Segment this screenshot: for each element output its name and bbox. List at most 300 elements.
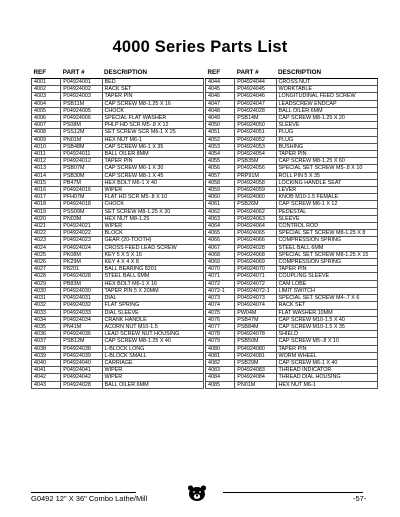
ref-cell: 4010: [32, 143, 61, 150]
table-row: [32, 323, 204, 330]
ref-cell: 4003: [32, 93, 61, 100]
table-row: [206, 381, 378, 388]
table-row: [32, 345, 204, 352]
ref-cell: 4054: [206, 151, 235, 158]
part-number-cell: P04924068: [235, 251, 276, 258]
ref-cell: 4051: [206, 129, 235, 136]
description-cell: LEADSCREW ENDCAP: [276, 100, 378, 107]
part-number-cell: P04924051: [235, 129, 276, 136]
ref-cell: 4009: [32, 136, 61, 143]
description-cell: SET SCREW M8-1.25 X 20: [102, 208, 204, 215]
description-cell: SPECIAL SET SCREW M8-1.25 X 8: [276, 230, 378, 237]
table-row: [32, 201, 204, 208]
part-number-cell: P04924045: [235, 86, 276, 93]
ref-cell: 4043: [32, 381, 61, 388]
part-number-cell: P04924081: [235, 352, 276, 359]
ref-cell: 4072: [206, 280, 235, 287]
part-number-cell: P04924056: [235, 165, 276, 172]
part-number-cell: PSB48M: [61, 143, 102, 150]
ref-cell: 4077: [206, 323, 235, 330]
table-row: [32, 367, 204, 374]
part-number-cell: PW04M: [235, 309, 276, 316]
part-number-cell: P04924028: [61, 273, 102, 280]
description-cell: WIPER: [102, 367, 204, 374]
description-cell: TAPER PIN: [276, 266, 378, 273]
description-cell: COUPLING SLEEVE: [276, 273, 378, 280]
description-column-header: DESCRIPTION: [276, 68, 378, 79]
part-number-cell: P04924031: [61, 295, 102, 302]
part-number-cell: P04924047: [235, 100, 276, 107]
ref-cell: 4084: [206, 374, 235, 381]
table-row: [206, 100, 378, 107]
description-cell: TAPER PIN: [276, 345, 378, 352]
bear-logo-icon: [186, 484, 208, 502]
table-row: [206, 215, 378, 222]
table-row: [206, 359, 378, 366]
part-number-cell: P04924028: [235, 244, 276, 251]
description-cell: ROLL PIN 5 X 35: [276, 172, 378, 179]
ref-cell: 4042: [32, 374, 61, 381]
table-row: [32, 352, 204, 359]
part-number-cell: PK29M: [61, 259, 102, 266]
table-row: [206, 79, 378, 86]
part-number-cell: P04924021: [61, 223, 102, 230]
description-cell: CONTROL ROD: [276, 223, 378, 230]
table-row: [206, 194, 378, 201]
table-row: [206, 352, 378, 359]
description-cell: SPECIAL SET SCREW M4-.7 X 6: [276, 295, 378, 302]
table-row: [32, 215, 204, 222]
part-number-cell: P04924053: [235, 143, 276, 150]
ref-cell: 4080: [206, 345, 235, 352]
table-row: [206, 287, 378, 294]
table-row: [206, 208, 378, 215]
part-number-cell: PSB47M: [235, 316, 276, 323]
description-cell: COMPRESSION SPRING: [276, 259, 378, 266]
table-row: [32, 136, 204, 143]
table-row: [32, 374, 204, 381]
table-row: [206, 151, 378, 158]
ref-cell: 4058: [206, 179, 235, 186]
description-cell: CAP SCREW M6-1 X 35: [102, 143, 204, 150]
table-row: [32, 280, 204, 287]
part-number-cell: P04924040: [61, 359, 102, 366]
table-row: [32, 331, 204, 338]
part-number-cell: PFH07M: [61, 194, 102, 201]
description-cell: LONGITUDINAL FEED SCREW: [276, 93, 378, 100]
description-cell: TAPER PIN: [276, 151, 378, 158]
part-number-cell: P04924062: [235, 208, 276, 215]
ref-cell: 4067: [206, 244, 235, 251]
description-cell: BLOCK: [102, 230, 204, 237]
part-number-cell: PN01M: [235, 381, 276, 388]
table-body: [206, 79, 378, 389]
table-row: [206, 280, 378, 287]
table-row: [32, 273, 204, 280]
table-row: [32, 158, 204, 165]
description-cell: SPECIAL SET SCREW M8-1.25 X 15: [276, 251, 378, 258]
description-cell: CAP SCREW M10-1.5 X 35: [276, 323, 378, 330]
description-cell: GEAR (20-TOOTH): [102, 237, 204, 244]
part-number-cell: P04924059: [235, 187, 276, 194]
table-row: [32, 100, 204, 107]
description-cell: THREAD DIAL HOUSING: [276, 374, 378, 381]
table-row: [32, 381, 204, 388]
table-body: [32, 79, 204, 389]
table-row: [32, 302, 204, 309]
part-number-cell: P04924001: [61, 79, 102, 86]
table-row: [32, 237, 204, 244]
part-number-cell: P04924052: [235, 136, 276, 143]
table-row: [206, 345, 378, 352]
footer-divider-right: [223, 492, 363, 493]
table-row: [32, 179, 204, 186]
ref-cell: 4020: [32, 215, 61, 222]
table-row: [206, 122, 378, 129]
description-cell: HEX BOLT M6-1 X 40: [102, 179, 204, 186]
part-number-cell: PSB50M: [235, 338, 276, 345]
description-cell: FLAT WASHER 10MM: [276, 309, 378, 316]
part-number-cell: PSB26M: [235, 201, 276, 208]
part-number-cell: PK08M: [61, 251, 102, 258]
ref-cell: 4026: [32, 259, 61, 266]
description-cell: CARRIAGE: [102, 359, 204, 366]
ref-cell: 4074: [206, 302, 235, 309]
ref-cell: 4049: [206, 115, 235, 122]
part-number-cell: PSB07M: [61, 165, 102, 172]
part-number-cell: P04924038: [61, 345, 102, 352]
table-row: [206, 93, 378, 100]
table-row: [206, 273, 378, 280]
table-row: [32, 208, 204, 215]
part-number-cell: P04924022: [61, 230, 102, 237]
ref-cell: 4056: [206, 165, 235, 172]
table-row: [32, 194, 204, 201]
description-cell: CAP SCREW M8-1.25 X 16: [102, 100, 204, 107]
part-number-cell: P04924072: [235, 280, 276, 287]
part-number-cell: P04924036: [61, 331, 102, 338]
table-row: [206, 143, 378, 150]
part-number-cell: P04924024: [61, 244, 102, 251]
page-title: 4000 Series Parts List: [112, 38, 288, 56]
ref-cell: 4063: [206, 215, 235, 222]
part-number-cell: PRP91M: [235, 172, 276, 179]
part-number-cell: PSB29M: [235, 359, 276, 366]
ref-cell: 4041: [32, 367, 61, 374]
ref-cell: 4071: [206, 273, 235, 280]
part-number-cell: P04924028: [235, 107, 276, 114]
ref-cell: 4061: [206, 201, 235, 208]
description-cell: FLAT SPRING: [102, 302, 204, 309]
description-cell: KEY 4 X 4 X 8: [102, 259, 204, 266]
part-number-cell: PSB30M: [61, 172, 102, 179]
description-cell: SLEEVE: [276, 122, 378, 129]
part-number-cell: PB47M: [61, 179, 102, 186]
description-cell: DIAL: [102, 295, 204, 302]
ref-cell: 4032: [32, 302, 61, 309]
table-row: [206, 107, 378, 114]
description-cell: CAM LOBE: [276, 280, 378, 287]
ref-cell: 4036: [32, 331, 61, 338]
description-cell: HEX NUT M6-1: [102, 136, 204, 143]
part-number-cell: P04924069: [235, 259, 276, 266]
table-row: [32, 122, 204, 129]
part-number-cell: P04924060: [235, 194, 276, 201]
part-number-cell: P04924054: [235, 151, 276, 158]
table-row: [32, 107, 204, 114]
part-number-cell: P04924002: [61, 86, 102, 93]
part-number-cell: P04924058: [235, 179, 276, 186]
part-number-cell: P04924063: [235, 215, 276, 222]
table-row: [206, 309, 378, 316]
ref-cell: 4072-1: [206, 287, 235, 294]
table-row: [32, 338, 204, 345]
part-number-cell: PB83M: [61, 280, 102, 287]
part-number-cell: P04924018: [61, 201, 102, 208]
ref-cell: 4048: [206, 107, 235, 114]
ref-cell: 4047: [206, 100, 235, 107]
part-number-cell: P04924016: [61, 187, 102, 194]
ref-cell: 4053: [206, 143, 235, 150]
part-number-cell: P04924005: [61, 107, 102, 114]
ref-cell: 4076: [206, 316, 235, 323]
part-number-cell: PS08M: [61, 122, 102, 129]
description-cell: BALL OILER 8MM: [102, 151, 204, 158]
description-cell: PHLP HD SCR M5-.8 X 12: [102, 122, 204, 129]
ref-cell: 4079: [206, 338, 235, 345]
table-row: [206, 230, 378, 237]
ref-cell: 4016: [32, 187, 61, 194]
ref-cell: 4062: [206, 208, 235, 215]
description-cell: HEX NUT M8-1.25: [102, 215, 204, 222]
ref-cell: 4038: [32, 345, 61, 352]
part-number-cell: P8201: [61, 266, 102, 273]
ref-cell: 4068: [206, 251, 235, 258]
description-cell: HEX BOLT M6-1 X 16: [102, 280, 204, 287]
part-number-cell: P04924044: [235, 79, 276, 86]
ref-cell: 4004: [32, 100, 61, 107]
ref-cell: 4011: [32, 151, 61, 158]
table-row: [206, 302, 378, 309]
table-row: [32, 295, 204, 302]
part-number-cell: P04924046: [235, 93, 276, 100]
table-row: [32, 244, 204, 251]
table-row: [32, 165, 204, 172]
ref-cell: 4007: [32, 122, 61, 129]
description-cell: DIAL SLEEVE: [102, 309, 204, 316]
table-row: [206, 259, 378, 266]
ref-cell: 4034: [32, 316, 61, 323]
table-header-row: [206, 68, 378, 79]
ref-column-header: REF: [206, 68, 235, 79]
description-cell: CRANK HANDLE: [102, 316, 204, 323]
part-number-cell: P04924030: [61, 287, 102, 294]
table-row: [206, 251, 378, 258]
ref-cell: 4085: [206, 381, 235, 388]
table-row: [32, 266, 204, 273]
ref-cell: 4039: [32, 352, 61, 359]
table-row: [206, 165, 378, 172]
description-cell: SLEEVE: [276, 215, 378, 222]
description-cell: WIPER: [102, 187, 204, 194]
table-row: [32, 359, 204, 366]
table-row: [206, 244, 378, 251]
ref-cell: 4078: [206, 331, 235, 338]
description-cell: WIPER: [102, 223, 204, 230]
description-cell: BUSHING: [276, 143, 378, 150]
description-cell: LIMIT SWITCH: [276, 287, 378, 294]
description-cell: LEAD SCREW NUT HOUSING: [102, 331, 204, 338]
ref-cell: 4069: [206, 259, 235, 266]
parts-table-left: [31, 68, 204, 389]
description-cell: TAPER PIN 5 X 20MM: [102, 287, 204, 294]
part-number-cell: P04924032: [61, 302, 102, 309]
ref-cell: 4015: [32, 179, 61, 186]
ref-cell: 4064: [206, 223, 235, 230]
description-cell: LOCKING HANDLE SEAT: [276, 179, 378, 186]
description-cell: COMPRESSION SPRING: [276, 237, 378, 244]
part-number-cell: P04924083: [235, 367, 276, 374]
part-number-cell: P04924073: [235, 295, 276, 302]
part-number-cell: P04924080: [235, 345, 276, 352]
description-cell: STEEL BALL 6MM: [102, 273, 204, 280]
description-cell: CAP SCREW M8-1.25 X 20: [276, 115, 378, 122]
description-cell: CAP SCREW M8-1.25 X 60: [276, 158, 378, 165]
ref-cell: 4059: [206, 187, 235, 194]
part-number-cell: P04924039: [61, 352, 102, 359]
description-cell: BED: [102, 79, 204, 86]
table-row: [206, 367, 378, 374]
table-row: [32, 115, 204, 122]
description-cell: L-BLOCK SMALL: [102, 352, 204, 359]
description-cell: WORM WHEEL: [276, 352, 378, 359]
table-row: [32, 251, 204, 258]
ref-cell: 4081: [206, 352, 235, 359]
table-row: [206, 86, 378, 93]
table-row: [32, 223, 204, 230]
table-row: [32, 93, 204, 100]
table-row: [206, 136, 378, 143]
ref-cell: 4005: [32, 107, 61, 114]
ref-cell: 4022: [32, 230, 61, 237]
description-cell: TAPER PIN: [102, 93, 204, 100]
part-number-cell: P04924042: [61, 374, 102, 381]
description-cell: CAP SCREW M6-1 X 40: [276, 359, 378, 366]
part-number-cell: PSB14M: [235, 115, 276, 122]
description-cell: FLAT HD SCR M5-.8 X 10: [102, 194, 204, 201]
part-number-cell: P04924003: [61, 93, 102, 100]
parts-table: [31, 68, 204, 389]
description-cell: PLUG: [276, 129, 378, 136]
ref-cell: 4029: [32, 280, 61, 287]
description-cell: KEY 5 X 5 X 16: [102, 251, 204, 258]
part-number-cell: PSS09M: [61, 208, 102, 215]
part-number-cell: P04924072-1: [235, 287, 276, 294]
part-number-cell: P04924012: [61, 158, 102, 165]
description-cell: BALL OILER 6MM: [102, 381, 204, 388]
part-number-cell: P04924070: [235, 266, 276, 273]
table-row: [206, 115, 378, 122]
description-cell: CAP SCREW M6-1 X 12: [276, 201, 378, 208]
part-number-cell: P04924065: [235, 230, 276, 237]
table-row: [206, 201, 378, 208]
table-row: [32, 259, 204, 266]
table-row: [32, 129, 204, 136]
description-cell: HEX NUT M6-1: [276, 381, 378, 388]
description-cell: CAP SCREW M5-.8 X 10: [276, 338, 378, 345]
table-row: [32, 86, 204, 93]
description-cell: RACK SET: [102, 86, 204, 93]
ref-cell: 4073: [206, 295, 235, 302]
part-number-cell: P04924033: [61, 309, 102, 316]
part-number-cell: P04924050: [235, 122, 276, 129]
table-row: [32, 143, 204, 150]
ref-cell: 4052: [206, 136, 235, 143]
ref-cell: 4018: [32, 201, 61, 208]
ref-cell: 4045: [206, 86, 235, 93]
ref-cell: 4030: [32, 287, 61, 294]
ref-cell: 4060: [206, 194, 235, 201]
table-row: [206, 187, 378, 194]
part-number-cell: PN41M: [61, 323, 102, 330]
table-row: [206, 295, 378, 302]
description-cell: CAP SCREW M8-1.25 X 40: [102, 338, 204, 345]
ref-cell: 4023: [32, 237, 61, 244]
ref-cell: 4040: [32, 359, 61, 366]
ref-cell: 4050: [206, 122, 235, 129]
ref-cell: 4006: [32, 115, 61, 122]
ref-cell: 4024: [32, 244, 61, 251]
description-cell: PLUG: [276, 136, 378, 143]
part-column-header: PART #: [235, 68, 276, 79]
description-cell: CHOCK: [102, 107, 204, 114]
parts-table: [205, 68, 378, 389]
ref-cell: 4065: [206, 230, 235, 237]
table-row: [206, 172, 378, 179]
description-cell: THREAD INDICATOR: [276, 367, 378, 374]
table-header-row: [32, 68, 204, 79]
parts-table-right: [205, 68, 378, 389]
ref-cell: 4028: [32, 273, 61, 280]
table-row: [32, 79, 204, 86]
part-number-cell: P04924066: [235, 237, 276, 244]
ref-cell: 4001: [32, 79, 61, 86]
description-cell: CAP SCREW M6-1 X 30: [102, 165, 204, 172]
table-row: [206, 331, 378, 338]
description-cell: L-BLOCK LONG: [102, 345, 204, 352]
table-row: [206, 338, 378, 345]
table-row: [206, 323, 378, 330]
ref-cell: 4019: [32, 208, 61, 215]
description-cell: PEDESTAL: [276, 208, 378, 215]
ref-cell: 4013: [32, 165, 61, 172]
part-number-cell: P04924011: [61, 151, 102, 158]
table-row: [206, 129, 378, 136]
description-cell: STEEL BALL 6MM: [276, 244, 378, 251]
ref-cell: 4031: [32, 295, 61, 302]
ref-cell: 4046: [206, 93, 235, 100]
ref-cell: 4083: [206, 367, 235, 374]
table-row: [32, 172, 204, 179]
description-cell: CROSS NUT: [276, 79, 378, 86]
part-number-cell: P04924028: [61, 381, 102, 388]
description-cell: SHIELD: [276, 331, 378, 338]
description-cell: WORKTABLE: [276, 86, 378, 93]
description-cell: ACORN NUT M10-1.5: [102, 323, 204, 330]
ref-cell: 4033: [32, 309, 61, 316]
ref-cell: 4025: [32, 251, 61, 258]
description-cell: CHOCK: [102, 201, 204, 208]
